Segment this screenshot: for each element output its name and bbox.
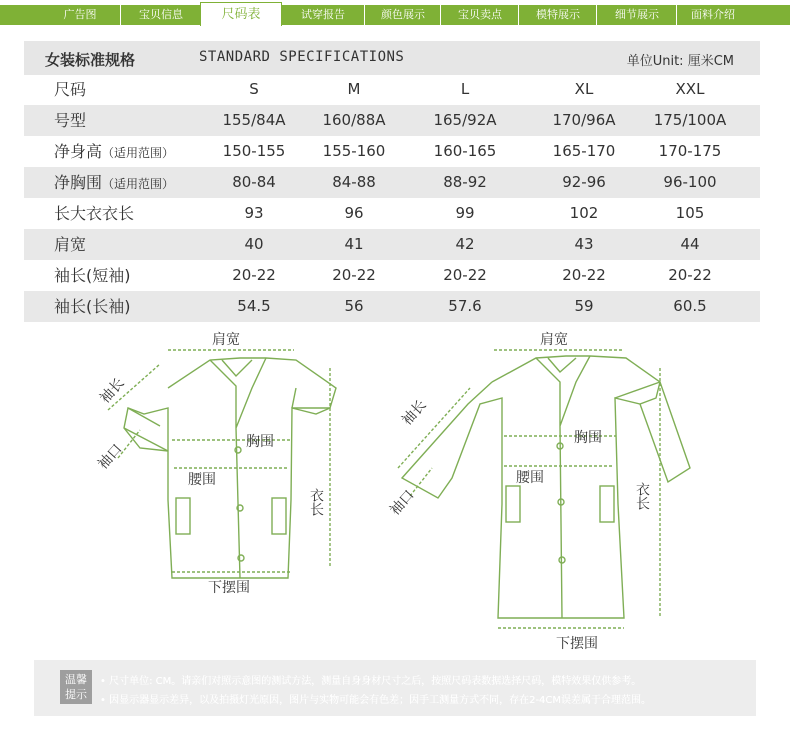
label-cuff-2: 袖口 bbox=[387, 487, 418, 519]
short-sleeve-coat-diagram bbox=[108, 350, 336, 578]
pocket-left bbox=[176, 498, 190, 534]
row-label bbox=[54, 198, 134, 229]
cell-value: 59 bbox=[574, 297, 594, 315]
title-en: STANDARD SPECIFICATIONS bbox=[199, 49, 405, 65]
cell-value: 155-160 bbox=[322, 142, 386, 160]
label-sleeve-1: 袖长 bbox=[97, 375, 128, 407]
cell-value: 84-88 bbox=[332, 173, 376, 191]
tips-badge: 温馨提示 bbox=[60, 670, 92, 704]
cell-value: 99 bbox=[455, 204, 475, 222]
size-header-row bbox=[24, 74, 760, 105]
cell-value: 20-22 bbox=[668, 266, 712, 284]
table-row bbox=[24, 229, 760, 260]
row-label-text: 袖长(长袖) bbox=[54, 297, 131, 316]
table-row bbox=[24, 105, 760, 136]
cell-value: 42 bbox=[455, 235, 475, 253]
cell-value: 165/92A bbox=[433, 111, 497, 129]
tab-3[interactable]: 试穿报告 bbox=[301, 8, 345, 21]
table-row bbox=[24, 136, 760, 167]
cell-value: 60.5 bbox=[673, 297, 707, 315]
tips-line-2: • 因显示器显示差异，以及拍摄灯光原因，图片与实物可能会有色差；因手工测量方式不同，存在2-4CM误差属于合理范围。 bbox=[100, 695, 652, 706]
label-length-2: 衣长 bbox=[634, 482, 650, 510]
cell-value: 20-22 bbox=[232, 266, 276, 284]
cell-value: 80-84 bbox=[232, 173, 276, 191]
table-row bbox=[24, 167, 760, 198]
cell-value: 54.5 bbox=[237, 297, 271, 315]
cell-value: 88-92 bbox=[443, 173, 487, 191]
label-sleeve-2: 袖长 bbox=[399, 397, 430, 429]
row-label-text: 净身高 bbox=[54, 142, 103, 161]
tab-6[interactable]: 模特展示 bbox=[518, 5, 597, 25]
size-xxl: XXL bbox=[675, 80, 705, 98]
row-label-text: 号型 bbox=[54, 111, 87, 130]
pocket-left-long bbox=[506, 486, 520, 522]
tab-7[interactable]: 细节展示 bbox=[596, 5, 677, 25]
cell-value: 56 bbox=[344, 297, 364, 315]
spec-header bbox=[24, 41, 760, 75]
size-xl: XL bbox=[574, 80, 594, 98]
cell-value: 41 bbox=[344, 235, 364, 253]
tab-2[interactable]: 尺码表 bbox=[200, 2, 282, 26]
row-label-text: 净胸围 bbox=[54, 173, 103, 192]
row-label-note: （适用范围） bbox=[102, 146, 175, 160]
cell-value: 92-96 bbox=[562, 173, 606, 191]
size-l: L bbox=[460, 80, 470, 98]
table-row bbox=[24, 260, 760, 291]
row-label-text: 肩宽 bbox=[54, 235, 87, 254]
size-label: 尺码 bbox=[54, 80, 87, 99]
cuff-measure-long bbox=[410, 468, 432, 496]
cell-value: 40 bbox=[244, 235, 264, 253]
label-cuff-1: 袖口 bbox=[95, 441, 126, 473]
row-label bbox=[54, 136, 174, 167]
cell-value: 20-22 bbox=[332, 266, 376, 284]
label-length-1: 衣长 bbox=[308, 488, 324, 516]
pocket-right bbox=[272, 498, 286, 534]
size-s: S bbox=[249, 80, 259, 98]
top-nav bbox=[0, 0, 790, 28]
cell-value: 43 bbox=[574, 235, 594, 253]
table-row bbox=[24, 198, 760, 229]
collar bbox=[210, 358, 266, 578]
label-hem-1: 下摆围 bbox=[208, 580, 250, 596]
row-label bbox=[54, 105, 86, 136]
cell-value: 20-22 bbox=[443, 266, 487, 284]
cell-value: 165-170 bbox=[552, 142, 616, 160]
tips-line-1: • 尺寸单位: CM。请亲们对照示意图的测试方法，测量自身身材尺寸之后，按照尺码表数据选择尺码，模特效果仅供参考。 bbox=[100, 676, 642, 687]
title-cn: 女装标准规格 bbox=[45, 51, 136, 69]
tab-8[interactable]: 面料介绍 bbox=[676, 5, 749, 25]
row-label-note: （适用范围） bbox=[102, 177, 175, 191]
row-label bbox=[54, 260, 131, 291]
unit-label: 单位Unit: 厘米CM bbox=[626, 54, 734, 69]
cell-value: 170/96A bbox=[552, 111, 616, 129]
sleeve-right bbox=[292, 388, 330, 408]
cell-value: 96-100 bbox=[663, 173, 717, 191]
label-shoulder-1: 肩宽 bbox=[212, 332, 240, 348]
label-hem-2: 下摆围 bbox=[556, 636, 598, 652]
cell-value: 175/100A bbox=[653, 111, 727, 129]
label-waist-2: 腰围 bbox=[516, 470, 544, 486]
row-label bbox=[54, 229, 86, 260]
label-waist-1: 腰围 bbox=[188, 472, 216, 488]
label-chest-1: 胸围 bbox=[246, 434, 274, 450]
cell-value: 155/84A bbox=[222, 111, 286, 129]
cell-value: 96 bbox=[344, 204, 364, 222]
sleeve-left-cuff bbox=[124, 408, 168, 451]
cell-value: 170-175 bbox=[658, 142, 722, 160]
cell-value: 44 bbox=[680, 235, 700, 253]
collar-long bbox=[536, 356, 590, 618]
measurement-diagrams bbox=[0, 318, 790, 658]
cell-value: 105 bbox=[675, 204, 705, 222]
tab-0[interactable]: 广告图 bbox=[63, 8, 97, 21]
cell-value: 20-22 bbox=[562, 266, 606, 284]
pocket-right-long bbox=[600, 486, 614, 522]
label-chest-2: 胸围 bbox=[574, 430, 602, 446]
label-shoulder-2: 肩宽 bbox=[540, 332, 568, 348]
tab-5[interactable]: 宝贝卖点 bbox=[440, 5, 519, 25]
cell-value: 150-155 bbox=[222, 142, 286, 160]
cell-value: 160-165 bbox=[433, 142, 497, 160]
cell-value: 102 bbox=[569, 204, 599, 222]
tab-1[interactable]: 宝贝信息 bbox=[120, 5, 201, 25]
row-label-text: 袖长(短袖) bbox=[54, 266, 131, 285]
tab-4[interactable]: 颜色展示 bbox=[364, 5, 441, 25]
cell-value: 160/88A bbox=[322, 111, 386, 129]
size-m: M bbox=[347, 80, 361, 98]
row-label-text: 长大衣衣长 bbox=[54, 204, 135, 223]
tips-box bbox=[34, 660, 756, 716]
row-label bbox=[54, 167, 174, 198]
cell-value: 57.6 bbox=[448, 297, 482, 315]
cell-value: 93 bbox=[244, 204, 264, 222]
sleeve-right-long bbox=[615, 382, 690, 482]
